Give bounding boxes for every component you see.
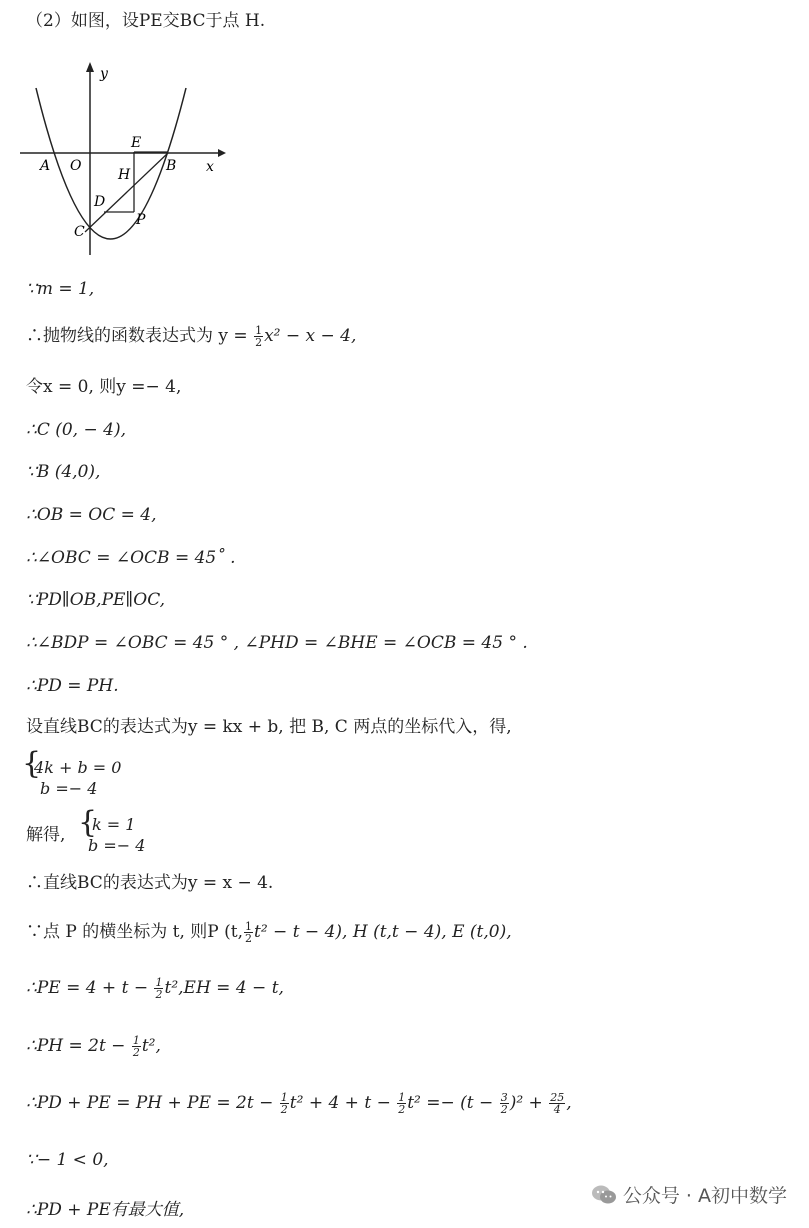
step-negative: ∵− 1 < 0, <box>26 1150 109 1170</box>
parabola-figure <box>20 60 230 260</box>
label-a: A <box>40 158 51 174</box>
label-h: H <box>118 167 131 183</box>
problem-heading: （2）如图，设PE交BC于点 H. <box>26 11 266 31</box>
step-angle-45: ∴∠OBC = ∠OCB = 45˚ . <box>26 548 236 568</box>
step-pd-pe-sum: ∴PD + PE = PH + PE = 2t − $\frac{1}{2}$ t² + 4 + t − $\frac{1}{2}$ t² =− (t − $\frac{3}{2}$ )² + $\frac{25}{4}$ , <box>26 1091 572 1116</box>
step-m: ∵m = 1, <box>26 279 95 299</box>
label-y: y <box>100 66 108 82</box>
watermark: 公众号 · A初中数学 <box>591 1181 787 1208</box>
step-parallel: ∵PD∥OB,PE∥OC, <box>26 590 166 610</box>
wechat-icon <box>591 1184 617 1206</box>
step-b-point: ∵B (4,0), <box>26 462 101 482</box>
step-pe: ∴PE = 4 + t − $\frac{1}{2}$ t²,EH = 4 − t, <box>26 976 284 1001</box>
step-let-x: 令x = 0, 则y =− 4, <box>26 377 182 397</box>
step-solved: 解得, <box>26 825 66 845</box>
step-ob-oc: ∴OB = OC = 4, <box>26 505 157 525</box>
step-ph: ∴PH = 2t − $\frac{1}{2}$ t², <box>26 1034 161 1059</box>
step-angles: ∴∠BDP = ∠OBC = 45 ° , ∠PHD = ∠BHE = ∠OCB = 45 ° . <box>26 633 528 653</box>
label-e: E <box>131 135 142 151</box>
label-c: C <box>74 224 85 240</box>
step-bc-setup: 设直线BC的表达式为y = kx + b, 把 B, C 两点的坐标代入，得, <box>26 717 512 737</box>
step-max: ∴PD + PE有最大值, <box>26 1200 185 1220</box>
label-b: B <box>166 158 177 174</box>
label-d: D <box>94 194 106 210</box>
step-bc-expression: ∴直线BC的表达式为y = x − 4. <box>26 873 274 893</box>
fraction-half: $\frac{1}{2}$ <box>255 324 263 349</box>
step-c-point: ∴C (0, − 4), <box>26 420 126 440</box>
step-point-p: ∵点 P 的横坐标为 t, 则P (t, $\frac{1}{2}$ t² − t − 4), H (t,t − 4), E (t,0), <box>26 920 512 945</box>
step-pd-ph: ∴PD = PH. <box>26 676 119 696</box>
label-x: x <box>206 159 214 175</box>
step-parabola: ∴抛物线的函数表达式为 y = $\frac{1}{2}$ x² − x − 4, <box>26 324 357 349</box>
label-o: O <box>70 158 82 174</box>
label-p: P <box>136 212 146 228</box>
